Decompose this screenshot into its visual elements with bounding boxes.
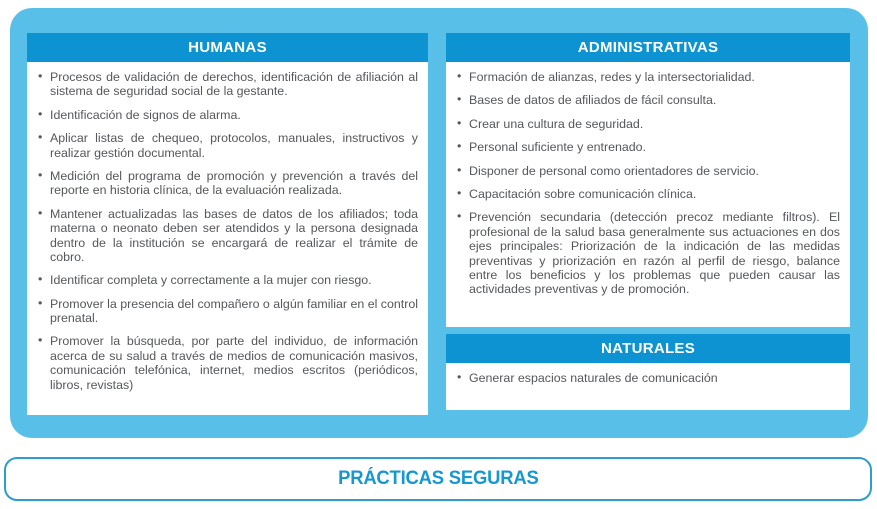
section-administrativas-title: ADMINISTRATIVAS [577, 39, 719, 56]
section-naturales [446, 334, 850, 410]
practicas-seguras-label: PRÁCTICAS SEGURAS [337, 468, 539, 489]
section-administrativas-header [446, 33, 850, 62]
bullet-item: • Generar espacios naturales de comunicación [456, 371, 840, 385]
bullet-item: • Bases de datos de afiliados de fácil consulta. [456, 93, 840, 107]
section-naturales-list [446, 363, 850, 385]
bullet-item: • Procesos de validación de derechos, identificación de afiliación al sistema de seguridad social de la gestante. [37, 70, 418, 99]
section-naturales-header [446, 334, 850, 363]
section-naturales-title: NATURALES [600, 340, 696, 357]
section-humanas [27, 33, 428, 415]
bullet-item: • Formación de alianzas, redes y la intersectorialidad. [456, 70, 840, 84]
practices-board [10, 8, 868, 438]
section-humanas-header [27, 33, 428, 62]
bullet-item: • Aplicar listas de chequeo, protocolos, manuales, instructivos y realizar gestión documental. [37, 131, 418, 160]
bullet-item: • Identificación de signos de alarma. [37, 108, 418, 122]
bullet-item: • Crear una cultura de seguridad. [456, 117, 840, 131]
bullet-item: • Prevención secundaria (detección precoz mediante filtros). El profesional de la salud basa generalmente sus actuaciones en dos ejes principales: Priorización de la indicación de las medidas preventivas y priorización en razón al perfil de riesgo, balance entre los beneficios y los problemas que pueden causar las actividades preventivas y de promoción. [456, 210, 840, 296]
bullet-item: • Disponer de personal como orientadores de servicio. [456, 164, 840, 178]
bullet-item: • Medición del programa de promoción y prevención a través del reporte en historia clínica, de la evaluación realizada. [37, 169, 418, 198]
bullet-item: • Identificar completa y correctamente a la mujer con riesgo. [37, 273, 418, 287]
section-administrativas [446, 33, 850, 327]
bullet-item: • Promover la presencia del compañero o algún familiar en el control prenatal. [37, 297, 418, 326]
section-humanas-title: HUMANAS [188, 39, 267, 56]
practicas-seguras-banner [4, 457, 872, 501]
bullet-item: • Personal suficiente y entrenado. [456, 140, 840, 154]
bullet-item: • Promover la búsqueda, por parte del individuo, de información acerca de su salud a través de medios de comunicación masivos, comunicación telefónica, internet, medios escritos (periódicos, libros, revistas) [37, 334, 418, 392]
bullet-item: • Capacitación sobre comunicación clínica. [456, 187, 840, 201]
bullet-item: • Mantener actualizadas las bases de datos de los afiliados; toda materna o neonato deben ser atendidos y la persona designada dentro de la institución se encargará de realizar el trámite de cobro. [37, 207, 418, 265]
section-administrativas-list [446, 62, 850, 297]
section-humanas-list [27, 62, 428, 392]
